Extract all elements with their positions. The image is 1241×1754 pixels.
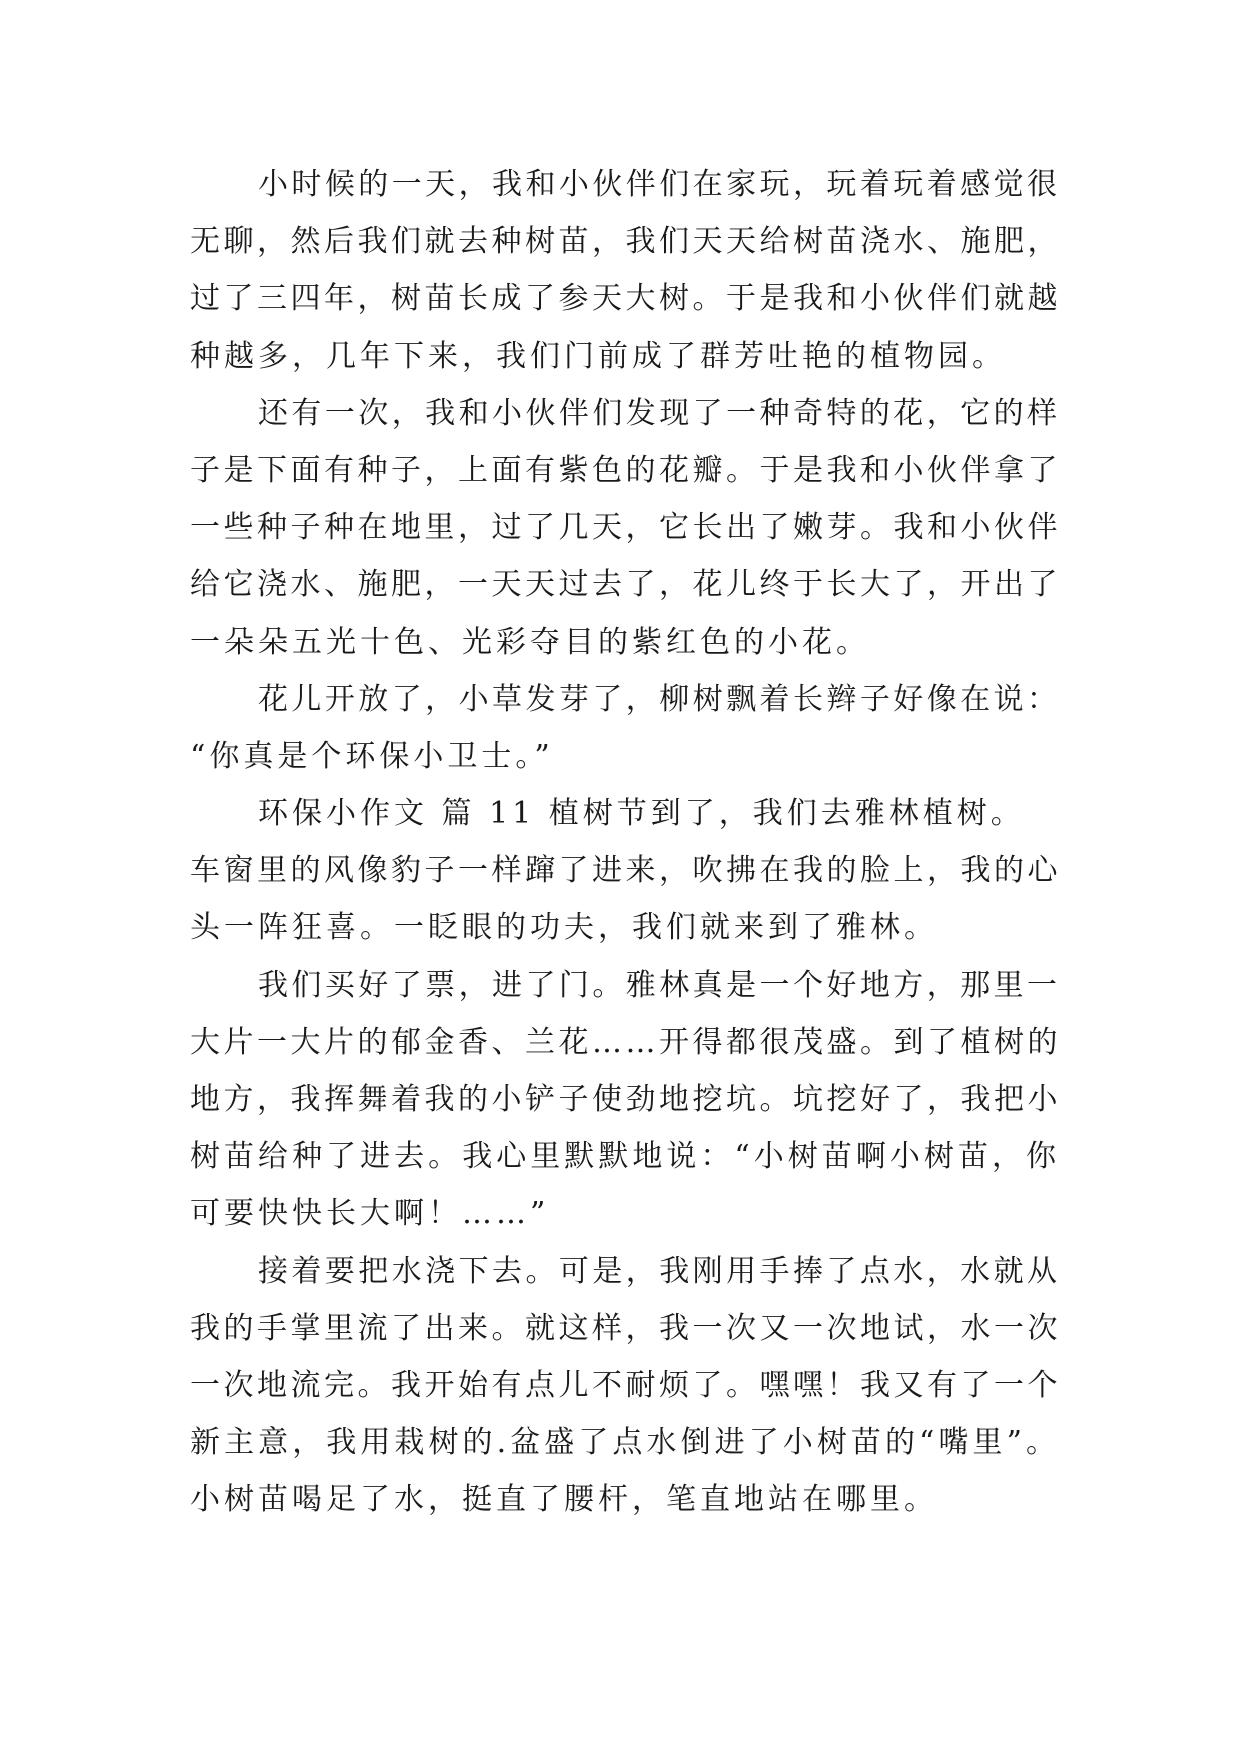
- text-line: 头一阵狂喜。一眨眼的功夫，我们就来到了雅林。: [190, 910, 938, 946]
- text-line: 小时候的一天，我和小伙伴们在家玩，玩着玩着感觉很: [258, 167, 1060, 202]
- essay-body: [190, 156, 1060, 1529]
- text-line: 我的手掌里流了出来。就这样，我一次又一次地试，水一次: [190, 1310, 1061, 1346]
- text-line: 过了三四年，树苗长成了参天大树。于是我和小伙伴们就越: [190, 281, 1061, 317]
- text-line: 花儿开放了，小草发芽了，柳树飘着长辫子好像在说：: [258, 681, 1060, 717]
- text-line: 一些种子种在地里，过了几天，它长出了嫩芽。我和小伙伴: [190, 510, 1061, 546]
- text-line: 给它浇水、施肥，一天天过去了，花儿终于长大了，开出了: [190, 567, 1061, 603]
- text-line: 环保小作文 篇 11 植树节到了，我们去雅林植树。: [258, 796, 1025, 832]
- text-line: 一朵朵五光十色、光彩夺目的紫红色的小花。: [190, 624, 870, 660]
- text-line: 还有一次，我和小伙伴们发现了一种奇特的花，它的样: [258, 395, 1060, 431]
- text-line: 车窗里的风像豹子一样蹿了进来，吹拂在我的脸上，我的心: [190, 853, 1061, 889]
- text-line: 子是下面有种子，上面有紫色的花瓣。于是我和小伙伴拿了: [190, 452, 1061, 488]
- text-line: “你真是个环保小卫士。”: [190, 738, 554, 774]
- text-line: 大片一大片的郁金香、兰花……开得都很茂盛。到了植树的: [190, 1024, 1061, 1060]
- text-line: 地方，我挥舞着我的小铲子使劲地挖坑。坑挖好了，我把小: [190, 1082, 1061, 1117]
- text-line: 种越多，几年下来，我们门前成了群芳吐艳的植物园。: [190, 338, 1006, 374]
- text-line: 树苗给种了进去。我心里默默地说：“小树苗啊小树苗，你: [190, 1139, 1060, 1175]
- text-line: 新主意，我用栽树的.盆盛了点水倒进了小树苗的“嘴里”。: [190, 1425, 1060, 1461]
- text-line: 无聊，然后我们就去种树苗，我们天天给树苗浇水、施肥，: [190, 224, 1061, 260]
- text-line: 小树苗喝足了水，挺直了腰杆，笔直地站在哪里。: [190, 1482, 938, 1518]
- text-line: 一次地流完。我开始有点儿不耐烦了。嘿嘿！我又有了一个: [190, 1367, 1061, 1403]
- text-line: 接着要把水浇下去。可是，我刚用手捧了点水，水就从: [258, 1253, 1060, 1289]
- text-line: 我们买好了票，进了门。雅林真是一个好地方，那里一: [258, 967, 1060, 1003]
- text-line: 可要快快长大啊！……”: [190, 1196, 550, 1232]
